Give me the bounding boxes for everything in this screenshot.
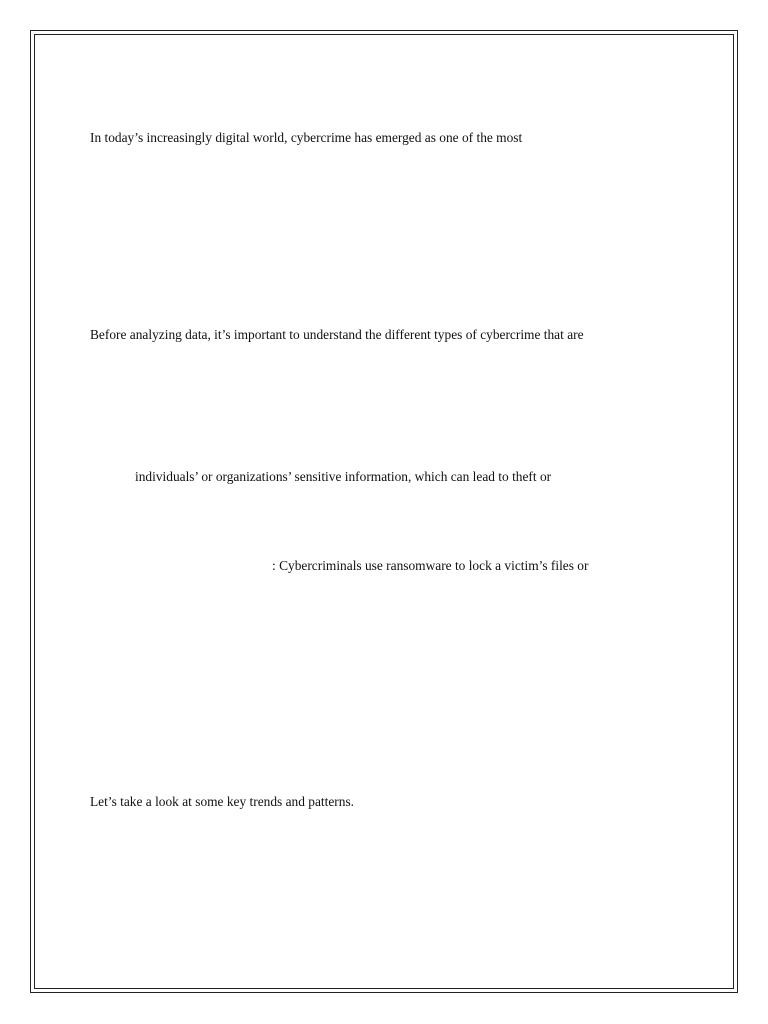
sensitive-information-line: individuals’ or organizations’ sensitive information, which can lead to theft or [135, 469, 552, 484]
intro-paragraph-line: In today’s increasingly digital world, cybercrime has emerged as one of the most [90, 130, 523, 145]
ransomware-line: : Cybercriminals use ransomware to lock a victim’s files or [272, 558, 589, 573]
cybercrime-types-paragraph-line: Before analyzing data, it’s important to understand the different types of cybercrime that are [90, 327, 584, 342]
trends-paragraph-line: Let’s take a look at some key trends and patterns. [90, 794, 355, 809]
page-border-inner [34, 34, 734, 989]
